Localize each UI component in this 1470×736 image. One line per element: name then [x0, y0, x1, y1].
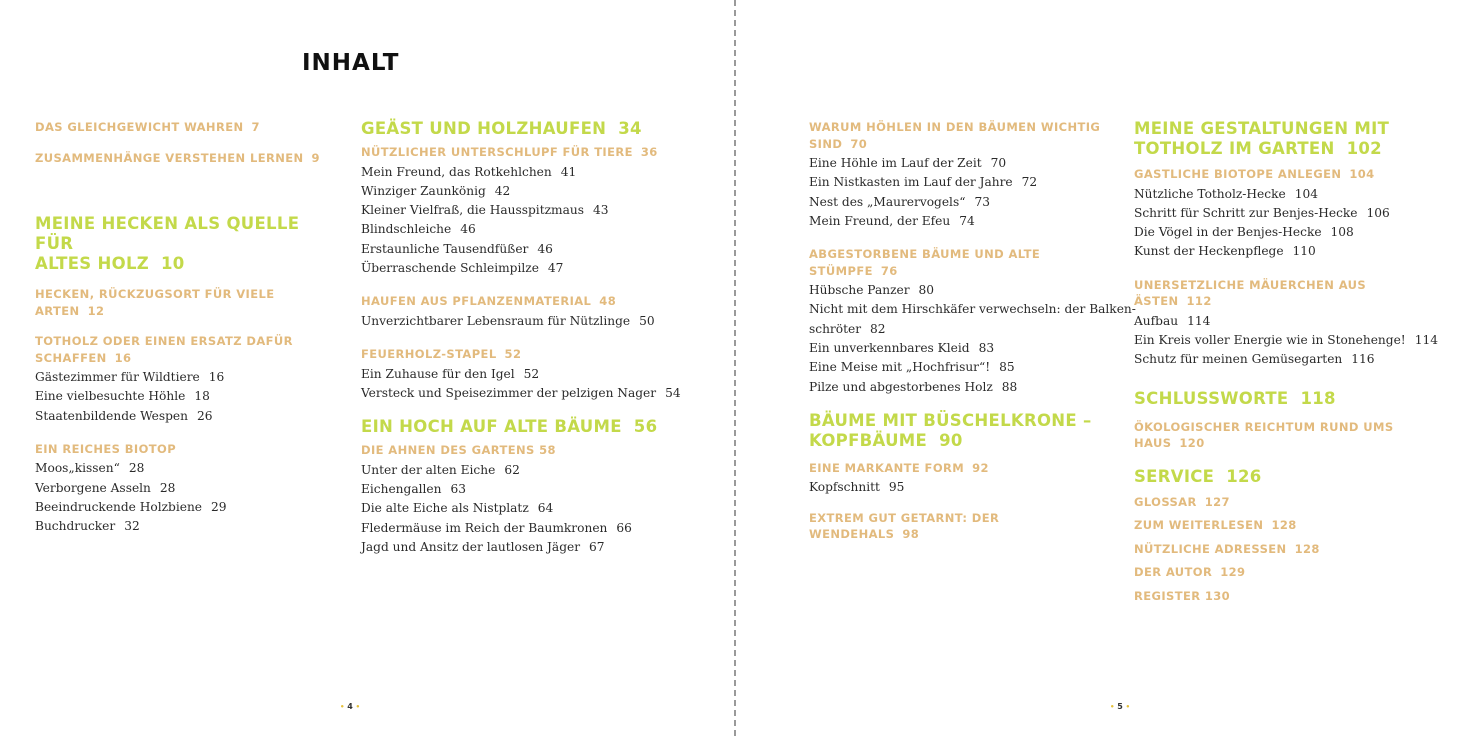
toc-page-number: 56 — [633, 417, 658, 437]
toc-page-number: 12 — [87, 303, 105, 318]
toc-title: Kunst der Heckenpflege — [1134, 244, 1284, 259]
toc-page-number: 29 — [211, 499, 227, 514]
toc-entry[interactable] — [361, 182, 701, 201]
folio-dot: • — [340, 703, 345, 711]
toc-page-number: 50 — [639, 313, 655, 328]
toc-entry[interactable] — [1134, 223, 1444, 242]
toc-title: FEUERHOLZ-STAPEL — [361, 347, 497, 362]
toc-title: Moos„kissen“ — [35, 461, 120, 476]
toc-entry[interactable] — [361, 480, 701, 499]
toc-page-number: 114 — [1414, 332, 1438, 347]
toc-entry[interactable] — [361, 312, 701, 331]
toc-entry[interactable] — [809, 193, 1109, 212]
toc-page-number: 104 — [1294, 186, 1318, 201]
toc-title: Beeindruckende Holzbiene — [35, 499, 203, 514]
toc-title: Schutz für meinen Gemüsegarten — [1134, 352, 1343, 367]
toc-section[interactable] — [809, 246, 1109, 279]
toc-title: DIE AHNEN DES GARTENS 58 — [361, 443, 556, 458]
toc-title: Ein Nistkasten im Lauf der Jahre — [809, 175, 1013, 190]
toc-entry[interactable] — [361, 538, 701, 557]
toc-title: ZUSAMMENHÄNGE VERSTEHEN LERNEN — [35, 150, 304, 165]
toc-page-number: 62 — [504, 462, 520, 477]
toc-page-number: 95 — [888, 480, 905, 495]
toc-title: Versteck und Speisezimmer der pelzigen Nager — [361, 385, 657, 400]
toc-page-number: 42 — [494, 183, 511, 198]
toc-title: Verborgene Asseln — [35, 480, 151, 495]
toc-title: WARUM HÖHLEN IN DEN BÄUMEN WICHTIG — [809, 120, 1101, 134]
page-title: INHALT — [302, 50, 400, 76]
toc-section[interactable] — [1134, 166, 1444, 183]
toc-title: Schritt für Schritt zur Benjes-Hecke — [1134, 205, 1358, 220]
toc-entry[interactable] — [1134, 242, 1444, 261]
toc-page-number: 92 — [972, 460, 989, 475]
toc-section[interactable] — [35, 441, 335, 458]
toc-page-number: 63 — [450, 481, 466, 496]
toc-line — [809, 320, 1109, 339]
toc-title: Kopfschnitt — [809, 480, 880, 495]
toc-entry[interactable] — [361, 240, 701, 259]
toc-page-number: 46 — [537, 241, 553, 256]
toc-entry[interactable] — [809, 281, 1109, 300]
toc-entry[interactable] — [35, 368, 335, 387]
toc-title: NÜTZLICHE ADRESSEN — [1134, 541, 1287, 556]
toc-section[interactable] — [35, 119, 335, 136]
toc-chapter[interactable] — [1134, 119, 1444, 159]
toc-title: Staatenbildende Wespen — [35, 408, 188, 423]
toc-chapter[interactable] — [1134, 389, 1444, 409]
toc-line — [35, 350, 335, 367]
toc-entry[interactable] — [361, 519, 701, 538]
toc-title: GEÄST UND HOLZHAUFEN — [361, 119, 607, 138]
toc-line — [809, 136, 1109, 153]
toc-title: HAUS — [1134, 436, 1172, 451]
toc-title: SERVICE — [1134, 466, 1215, 486]
toc-column-1 — [35, 119, 335, 537]
toc-line — [1134, 139, 1444, 159]
toc-title: Eine Meise mit „Hochfrisur“! — [809, 360, 991, 375]
toc-section[interactable] — [1134, 517, 1444, 534]
toc-entry[interactable] — [361, 365, 701, 384]
toc-title: Jagd und Ansitz der lautlosen Jäger — [361, 539, 581, 554]
toc-section[interactable] — [809, 119, 1109, 152]
toc-page-number: 41 — [560, 164, 577, 179]
toc-title: ALTES HOLZ — [35, 254, 150, 273]
toc-page-number: 67 — [589, 539, 605, 554]
toc-title: HECKEN, RÜCKZUGSORT FÜR VIELE ARTEN — [35, 287, 275, 318]
toc-section[interactable] — [1134, 419, 1444, 452]
toc-page-number: 10 — [161, 254, 185, 273]
toc-column-4 — [1134, 119, 1444, 604]
toc-entry[interactable] — [361, 461, 701, 480]
toc-title: SCHAFFEN — [35, 350, 107, 365]
toc-page-number: 128 — [1271, 518, 1297, 533]
toc-entry[interactable] — [35, 407, 335, 426]
toc-title: Buchdrucker — [35, 519, 116, 534]
toc-entry[interactable] — [1134, 331, 1444, 350]
toc-title: Unter der alten Eiche — [361, 462, 496, 477]
toc-page-number: 108 — [1330, 225, 1354, 240]
toc-page-number: 74 — [959, 213, 975, 228]
toc-page-number: 70 — [990, 156, 1007, 170]
folio-number: 5 — [1117, 702, 1123, 711]
toc-column-3 — [809, 119, 1136, 543]
toc-page-number: 128 — [1294, 541, 1320, 556]
toc-entry[interactable] — [361, 384, 701, 403]
folio-dot: • — [1110, 703, 1115, 711]
toc-title: EXTREM GUT GETARNT: DER WENDEHALS — [809, 510, 1000, 542]
toc-section[interactable] — [1134, 541, 1444, 558]
toc-section[interactable] — [1134, 494, 1444, 511]
toc-page-number: 102 — [1346, 139, 1382, 158]
toc-title: Gästezimmer für Wildtiere — [35, 370, 200, 384]
toc-title: Blindschleiche — [361, 222, 452, 237]
toc-page-number: 36 — [640, 145, 658, 159]
toc-page-number: 7 — [251, 120, 260, 134]
toc-entry[interactable] — [361, 499, 701, 518]
toc-line — [809, 431, 1109, 451]
toc-page-number: 54 — [665, 385, 681, 400]
toc-section[interactable] — [1134, 277, 1444, 310]
toc-entry[interactable] — [35, 498, 335, 517]
toc-title: Die alte Eiche als Nistplatz — [361, 501, 529, 516]
toc-entry[interactable] — [361, 259, 701, 278]
toc-title: Pilze und abgestorbenes Holz — [809, 379, 993, 394]
toc-title: Eichengallen — [361, 481, 442, 496]
toc-entry[interactable] — [35, 387, 335, 406]
toc-page-number: 72 — [1021, 175, 1038, 190]
toc-page-number: 32 — [124, 519, 140, 534]
toc-section[interactable] — [361, 442, 701, 459]
toc-title: KOPFBÄUME — [809, 430, 928, 450]
toc-page-number: 98 — [902, 527, 920, 542]
toc-title: MEINE HECKEN ALS QUELLE FÜR — [35, 214, 300, 253]
toc-page-number: 47 — [547, 260, 564, 275]
toc-entry[interactable] — [809, 478, 1109, 497]
toc-chapter[interactable] — [809, 411, 1109, 451]
toc-title: Eine vielbesuchte Höhle — [35, 389, 186, 404]
toc-title: GASTLICHE BIOTOPE ANLEGEN — [1134, 167, 1342, 181]
toc-page-number: 116 — [1351, 352, 1375, 367]
toc-chapter[interactable] — [35, 214, 335, 274]
toc-section[interactable] — [809, 510, 1109, 543]
toc-page-number: 66 — [616, 520, 632, 535]
toc-entry[interactable] — [1134, 350, 1444, 369]
toc-page-number: 48 — [599, 294, 617, 309]
toc-title: Die Vögel in der Benjes-Hecke — [1134, 225, 1322, 240]
toc-page-number: 126 — [1226, 466, 1262, 486]
toc-page-number: 114 — [1187, 313, 1211, 328]
folio-dot: • — [355, 703, 361, 711]
toc-column-2 — [361, 119, 701, 557]
toc-page-number: 73 — [974, 194, 990, 209]
toc-section[interactable] — [1134, 564, 1444, 581]
toc-section[interactable] — [35, 333, 335, 366]
toc-entry[interactable] — [35, 479, 335, 498]
folio-left — [340, 702, 360, 711]
toc-entry[interactable] — [361, 201, 701, 220]
toc-title: SCHLUSSWORTE — [1134, 388, 1289, 408]
toc-entry[interactable] — [809, 154, 1109, 173]
toc-line — [1134, 435, 1444, 452]
toc-entry[interactable] — [361, 163, 701, 182]
toc-line — [35, 254, 335, 274]
toc-page-number: 90 — [939, 430, 963, 450]
toc-title: MEINE GESTALTUNGEN MIT — [1134, 119, 1390, 138]
toc-chapter[interactable] — [361, 119, 701, 139]
toc-title: Ein unverkennbares Kleid — [809, 341, 970, 356]
toc-page-number: 52 — [523, 366, 540, 381]
toc-title: EINE MARKANTE FORM — [809, 460, 965, 475]
toc-entry[interactable] — [361, 220, 701, 239]
toc-title: EIN HOCH AUF ALTE BÄUME — [361, 417, 622, 437]
toc-section[interactable] — [809, 460, 1109, 477]
toc-title: GLOSSAR — [1134, 494, 1197, 509]
toc-title: Eine Höhle im Lauf der Zeit — [809, 156, 982, 170]
toc-page-number: 52 — [504, 347, 522, 362]
toc-title: EIN REICHES BIOTOP — [35, 441, 177, 456]
toc-page-number: 34 — [618, 119, 642, 138]
toc-page-number: 26 — [196, 408, 213, 423]
toc-entry[interactable] — [35, 517, 335, 536]
toc-entry[interactable] — [809, 378, 1109, 397]
toc-page-number: 80 — [918, 283, 935, 298]
toc-title: BÄUME MIT BÜSCHELKRONE – — [809, 410, 1092, 430]
toc-page-number: 9 — [311, 150, 320, 165]
toc-title: Ein Zuhause für den Igel — [361, 366, 515, 381]
toc-entry[interactable] — [809, 300, 1136, 339]
toc-title: TOTHOLZ ODER EINEN ERSATZ DAFÜR — [35, 334, 293, 348]
toc-page-number: 104 — [1349, 167, 1375, 181]
toc-entry[interactable] — [1134, 204, 1444, 223]
toc-title: Fledermäuse im Reich der Baumkronen — [361, 520, 608, 535]
toc-title: Erstaunliche Tausendfüßer — [361, 241, 529, 256]
toc-page-number: 82 — [870, 321, 886, 336]
toc-page-number: 16 — [114, 350, 132, 365]
toc-page-number: 110 — [1292, 244, 1316, 259]
page-gutter — [734, 0, 736, 736]
toc-entry[interactable] — [1134, 185, 1444, 204]
toc-section[interactable] — [361, 144, 701, 161]
toc-entry[interactable] — [809, 212, 1109, 231]
toc-title: SIND — [809, 136, 843, 151]
toc-section[interactable] — [361, 346, 701, 363]
toc-page-number: 127 — [1204, 494, 1230, 509]
toc-title: DER AUTOR — [1134, 565, 1213, 580]
toc-title: Ein Kreis voller Energie wie in Stonehenge! — [1134, 332, 1406, 347]
toc-title: Nest des „Maurervogels“ — [809, 194, 966, 209]
toc-title: NÜTZLICHER UNTERSCHLUPF FÜR TIERE — [361, 145, 633, 159]
toc-entry[interactable] — [35, 459, 335, 478]
folio-right — [1110, 702, 1130, 711]
toc-title: Winziger Zaunkönig — [361, 183, 486, 198]
toc-entry[interactable] — [809, 358, 1109, 377]
toc-title: Hübsche Panzer — [809, 283, 910, 298]
toc-page-number: 28 — [159, 480, 176, 495]
toc-section[interactable] — [35, 286, 335, 319]
toc-page-number: 46 — [460, 222, 476, 237]
folio-number: 4 — [347, 702, 353, 711]
toc-entry[interactable] — [809, 173, 1109, 192]
toc-title: DAS GLEICHGEWICHT WAHREN — [35, 120, 244, 134]
toc-chapter[interactable] — [1134, 467, 1444, 487]
toc-section[interactable] — [35, 150, 335, 167]
toc-title: HAUFEN AUS PFLANZENMATERIAL — [361, 294, 592, 309]
toc-page-number: 85 — [999, 360, 1015, 375]
toc-title: Nicht mit dem Hirschkäfer verwechseln: der Balken- — [809, 302, 1136, 317]
toc-page-number: 64 — [537, 501, 554, 516]
toc-title: Mein Freund, der Efeu — [809, 213, 951, 228]
toc-entry[interactable] — [1134, 312, 1444, 331]
toc-entry[interactable] — [809, 339, 1109, 358]
toc-title: ÖKOLOGISCHER REICHTUM RUND UMS — [1134, 419, 1394, 434]
toc-title: ABGESTORBENE BÄUME UND ALTE STÜMPFE — [809, 247, 1041, 278]
toc-page-number: 70 — [850, 136, 868, 151]
toc-title: UNERSETZLICHE MÄUERCHEN AUS ÄSTEN — [1134, 277, 1367, 309]
toc-page-number: 16 — [208, 370, 225, 384]
toc-page-number: 76 — [880, 263, 898, 278]
toc-title: REGISTER 130 — [1134, 588, 1231, 603]
toc-page-number: 88 — [1001, 379, 1018, 394]
toc-page-number: 120 — [1179, 436, 1205, 451]
toc-section[interactable] — [1134, 588, 1444, 605]
toc-title: Mein Freund, das Rotkehlchen — [361, 164, 552, 179]
toc-page-number: 18 — [194, 389, 210, 404]
toc-page-number: 118 — [1300, 388, 1336, 408]
toc-page-number: 43 — [592, 203, 609, 218]
toc-title: TOTHOLZ IM GARTEN — [1134, 139, 1335, 158]
toc-title: Aufbau — [1134, 313, 1179, 328]
toc-title: Kleiner Vielfraß, die Hausspitzmaus — [361, 203, 584, 218]
toc-title: ZUM WEITERLESEN — [1134, 518, 1264, 533]
toc-chapter[interactable] — [361, 417, 701, 437]
toc-page-number: 83 — [978, 341, 995, 356]
toc-page-number: 129 — [1220, 565, 1246, 580]
toc-title: Überraschende Schleimpilze — [361, 260, 539, 275]
toc-page-number: 28 — [128, 461, 145, 476]
toc-page-number: 112 — [1186, 294, 1212, 309]
toc-page-number: 106 — [1366, 205, 1390, 220]
folio-dot: • — [1125, 703, 1131, 711]
toc-title: schröter — [809, 321, 862, 336]
toc-section[interactable] — [361, 293, 701, 310]
toc-title: Nützliche Totholz-Hecke — [1134, 186, 1286, 201]
toc-title: Unverzichtbarer Lebensraum für Nützlinge — [361, 313, 631, 328]
